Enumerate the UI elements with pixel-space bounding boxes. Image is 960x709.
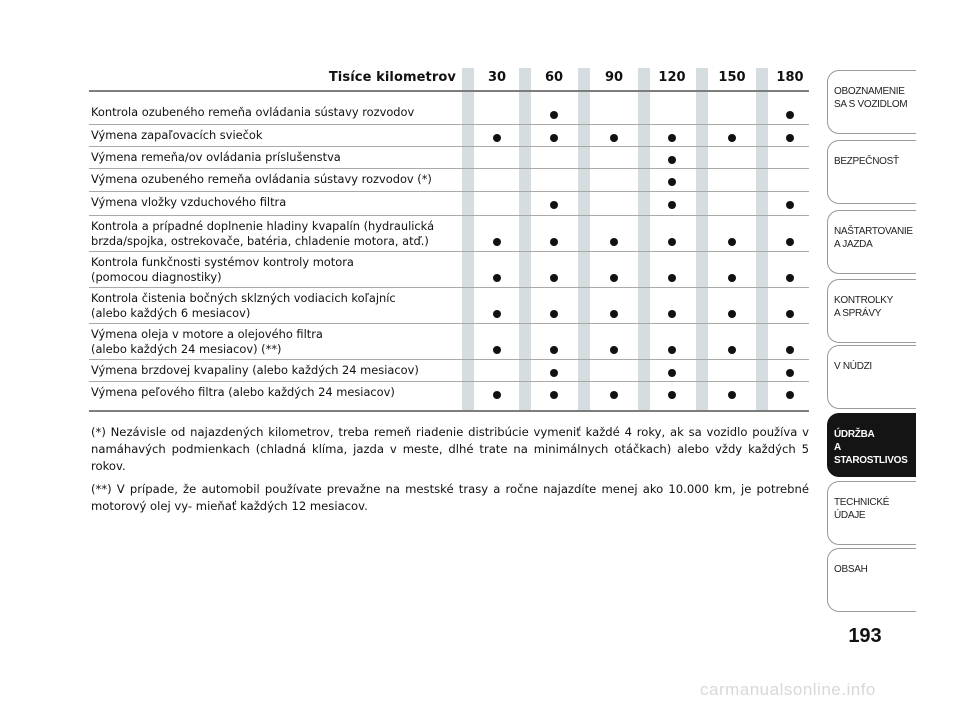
- row-label-line: Výmena brzdovej kvapaliny (alebo každých 24 mesiacov): [91, 363, 419, 377]
- service-dot: [728, 391, 736, 399]
- service-dot: [668, 346, 676, 354]
- chapter-tab-label: OBSAH: [834, 564, 868, 575]
- service-dot: [668, 391, 676, 399]
- footnote-timing-belt: (*) Nezávisle od najazdených kilometrov, treba remeň riadenie distribúcie vymeniť každé 4 roky, ak sa vozidlo používa v namáhavých podmienkach (chladná klíma, jazda v meste, dlhé trate na minimálnych otáčkach) alebo vždy každých 5 rokov.: [91, 425, 809, 473]
- table-row-label: [91, 385, 463, 400]
- service-dot: [668, 178, 676, 186]
- service-dot: [493, 346, 501, 354]
- km-column-header: 90: [604, 70, 624, 85]
- table-row-label: [91, 327, 463, 357]
- table-bottom-rule: [89, 410, 809, 412]
- service-dot: [786, 238, 794, 246]
- row-label-line: Výmena peľového filtra (alebo každých 24 mesiacov): [91, 385, 395, 399]
- chapter-tab[interactable]: [827, 345, 916, 409]
- row-label-line: (alebo každých 24 mesiacov) (**): [91, 342, 282, 356]
- row-divider: [89, 287, 809, 288]
- service-dot: [493, 391, 501, 399]
- service-dot: [786, 310, 794, 318]
- row-divider: [89, 381, 809, 382]
- row-divider: [89, 124, 809, 125]
- km-column-header: 150: [718, 70, 746, 85]
- service-dot: [550, 369, 558, 377]
- chapter-tab-label: BEZPEČNOSŤ: [834, 156, 899, 167]
- service-dot: [493, 310, 501, 318]
- service-dot: [728, 274, 736, 282]
- header-rule: [89, 90, 809, 92]
- service-dot: [728, 134, 736, 142]
- footnote-engine-oil: (**) V prípade, že automobil používate prevažne na mestské trasy a ročne najazdíte menej ako 10.000 km, je potrebné motorový olej vy- mieňať každých 12 mesiacov.: [91, 482, 809, 513]
- table-row-label: [91, 128, 463, 143]
- service-dot: [668, 156, 676, 164]
- service-dot: [550, 238, 558, 246]
- service-dot: [668, 201, 676, 209]
- service-dot: [668, 369, 676, 377]
- service-dot: [668, 274, 676, 282]
- chapter-tab-label: KONTROLKY A SPRÁVY: [834, 295, 893, 319]
- chapter-tab-label: TECHNICKÉ ÚDAJE: [834, 497, 890, 521]
- chapter-tab[interactable]: [827, 548, 916, 612]
- service-dot: [668, 134, 676, 142]
- table-row-label: [91, 195, 463, 210]
- service-dot: [668, 238, 676, 246]
- km-header-title: Tisíce kilometrov: [328, 70, 456, 85]
- service-dot: [786, 369, 794, 377]
- chapter-tab-label: OBOZNAMENIE SA S VOZIDLOM: [834, 86, 908, 110]
- table-row-label: [91, 291, 463, 321]
- row-label-line: Výmena zapaľovacích sviečok: [91, 128, 263, 142]
- service-dot: [610, 346, 618, 354]
- service-dot: [786, 346, 794, 354]
- table-row-label: [91, 172, 463, 187]
- service-dot: [610, 134, 618, 142]
- row-divider: [89, 323, 809, 324]
- watermark: carmanualsonline.info: [700, 680, 876, 699]
- row-label-line: Kontrola funkčnosti systémov kontroly motora: [91, 255, 354, 269]
- chapter-tab-label: ÚDRŽBA A STAROSTLIVOS: [834, 429, 908, 466]
- row-divider: [89, 191, 809, 192]
- row-label-line: Kontrola čistenia bočných sklzných vodiacich koľajníc: [91, 291, 396, 305]
- row-label-line: Výmena remeňa/ov ovládania príslušenstva: [91, 150, 341, 164]
- table-row-label: [91, 363, 463, 378]
- service-dot: [550, 274, 558, 282]
- row-divider: [89, 251, 809, 252]
- row-divider: [89, 359, 809, 360]
- row-label-line: (alebo každých 6 mesiacov): [91, 306, 251, 320]
- chapter-tab[interactable]: [827, 140, 916, 204]
- chapter-tab[interactable]: [827, 413, 916, 477]
- row-label-line: brzda/spojka, ostrekovače, batéria, chladenie motora, atď.): [91, 234, 429, 248]
- chapter-tab-label: V NÚDZI: [834, 361, 872, 372]
- service-dot: [610, 310, 618, 318]
- table-row-label: [91, 255, 463, 285]
- service-dot: [550, 134, 558, 142]
- service-dot: [786, 391, 794, 399]
- service-dot: [493, 238, 501, 246]
- km-column-header: 180: [776, 70, 804, 85]
- row-label-line: Výmena oleja v motore a olejového filtra: [91, 327, 323, 341]
- row-label-line: Kontrola a prípadné doplnenie hladiny kvapalín (hydraulická: [91, 219, 435, 233]
- km-column-header: 60: [544, 70, 564, 85]
- service-dot: [668, 310, 676, 318]
- page-number: 193: [848, 625, 882, 647]
- service-dot: [610, 238, 618, 246]
- service-dot: [493, 134, 501, 142]
- service-dot: [550, 346, 558, 354]
- service-dot: [728, 238, 736, 246]
- row-label-line: Výmena ozubeného remeňa ovládania sústavy rozvodov (*): [91, 172, 432, 186]
- row-divider: [89, 146, 809, 147]
- chapter-tab[interactable]: [827, 279, 916, 343]
- service-dot: [493, 274, 501, 282]
- chapter-tab-label: NAŠTARTOVANIE A JAZDA: [834, 226, 913, 250]
- service-dot: [610, 391, 618, 399]
- chapter-tab[interactable]: [827, 70, 916, 134]
- service-dot: [786, 111, 794, 119]
- service-dot: [728, 310, 736, 318]
- row-label-line: (pomocou diagnostiky): [91, 270, 222, 284]
- row-label-line: Výmena vložky vzduchového filtra: [91, 195, 287, 209]
- service-dot: [786, 274, 794, 282]
- table-row-label: [91, 105, 463, 120]
- footnotes: [91, 424, 809, 521]
- row-divider: [89, 215, 809, 216]
- service-dot: [786, 201, 794, 209]
- km-column-header: 120: [658, 70, 686, 85]
- service-dot: [550, 391, 558, 399]
- service-dot: [550, 201, 558, 209]
- table-row-label: [91, 150, 463, 165]
- row-divider: [89, 168, 809, 169]
- row-label-line: Kontrola ozubeného remeňa ovládania sústavy rozvodov: [91, 105, 415, 119]
- service-dot: [786, 134, 794, 142]
- table-row-label: [91, 219, 463, 249]
- chapter-tab[interactable]: [827, 481, 916, 545]
- service-dot: [610, 274, 618, 282]
- chapter-tab[interactable]: [827, 210, 916, 274]
- service-dot: [728, 346, 736, 354]
- km-column-header: 30: [487, 70, 507, 85]
- service-dot: [550, 111, 558, 119]
- service-dot: [550, 310, 558, 318]
